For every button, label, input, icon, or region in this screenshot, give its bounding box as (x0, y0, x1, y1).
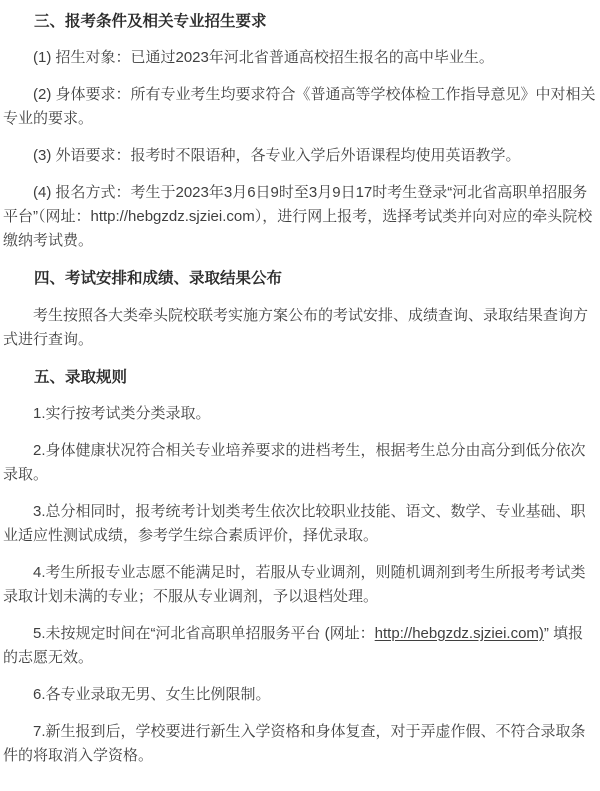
registration-method-item: (4) 报名方式：考生于2023年3月6日9时至3月9日17时考生登录“河北省高职单招服务平台”（网址：http://hebgzdz.sjziei.com），进行网上报考，选择考试类并向对应的牵头院校缴纳考试费。 (3, 184, 593, 250)
admission-rule-6: 6.各专业录取无男、女生比例限制。 (33, 685, 271, 703)
section-four-heading: 四、考试安排和成绩、录取结果公布 (34, 270, 283, 288)
enrollment-target-item: (1) 招生对象：已通过2023年河北省普通高校招生报名的高中毕业生。 (33, 49, 494, 67)
section-five-heading: 五、录取规则 (34, 368, 128, 386)
admission-rule-5 (3, 622, 597, 670)
exam-result-query-paragraph: 考生按照各大类牵头院校联考实施方案公布的考试安排、成绩查询、录取结果查询方式进行查询。 (3, 306, 589, 348)
admission-rule-4: 4.考生所报专业志愿不能满足时，若服从专业调剂，则随机调剂到考生所报考考试类录取计划未满的专业；不服从专业调剂，予以退档处理。 (3, 563, 586, 605)
rule-5-suffix-text: ” 填报的志愿无效。 (3, 624, 584, 666)
platform-url-link[interactable]: http://hebgzdz.sjziei.com) (374, 624, 544, 642)
section-three-heading: 三、报考条件及相关专业招生要求 (34, 13, 267, 30)
foreign-language-requirement-item: (3) 外语要求：报考时不限语种，各专业入学后外语课程均使用英语教学。 (33, 147, 521, 165)
admission-rule-3: 3.总分相同时，报考统考计划类考生依次比较职业技能、语文、数学、专业基础、职业适应性测试成绩，参考学生综合素质评价，择优录取。 (3, 502, 586, 544)
admission-rule-7: 7.新生报到后，学校要进行新生入学资格和身体复查，对于弄虚作假、不符合录取条件的将取消入学资格。 (3, 722, 586, 764)
admission-rule-2: 2.身体健康状况符合相关专业培养要求的进档考生，根据考生总分由高分到低分依次录取。 (3, 441, 586, 483)
admission-rule-1: 1.实行按考试类分类录取。 (33, 404, 211, 422)
physical-requirement-item: (2) 身体要求：所有专业考生均要求符合《普通高等学校体检工作指导意见》中对相关专业的要求。 (3, 86, 596, 128)
rule-5-prefix-text: 5.未按规定时间在“河北省高职单招服务平台 (网址： (33, 624, 375, 642)
